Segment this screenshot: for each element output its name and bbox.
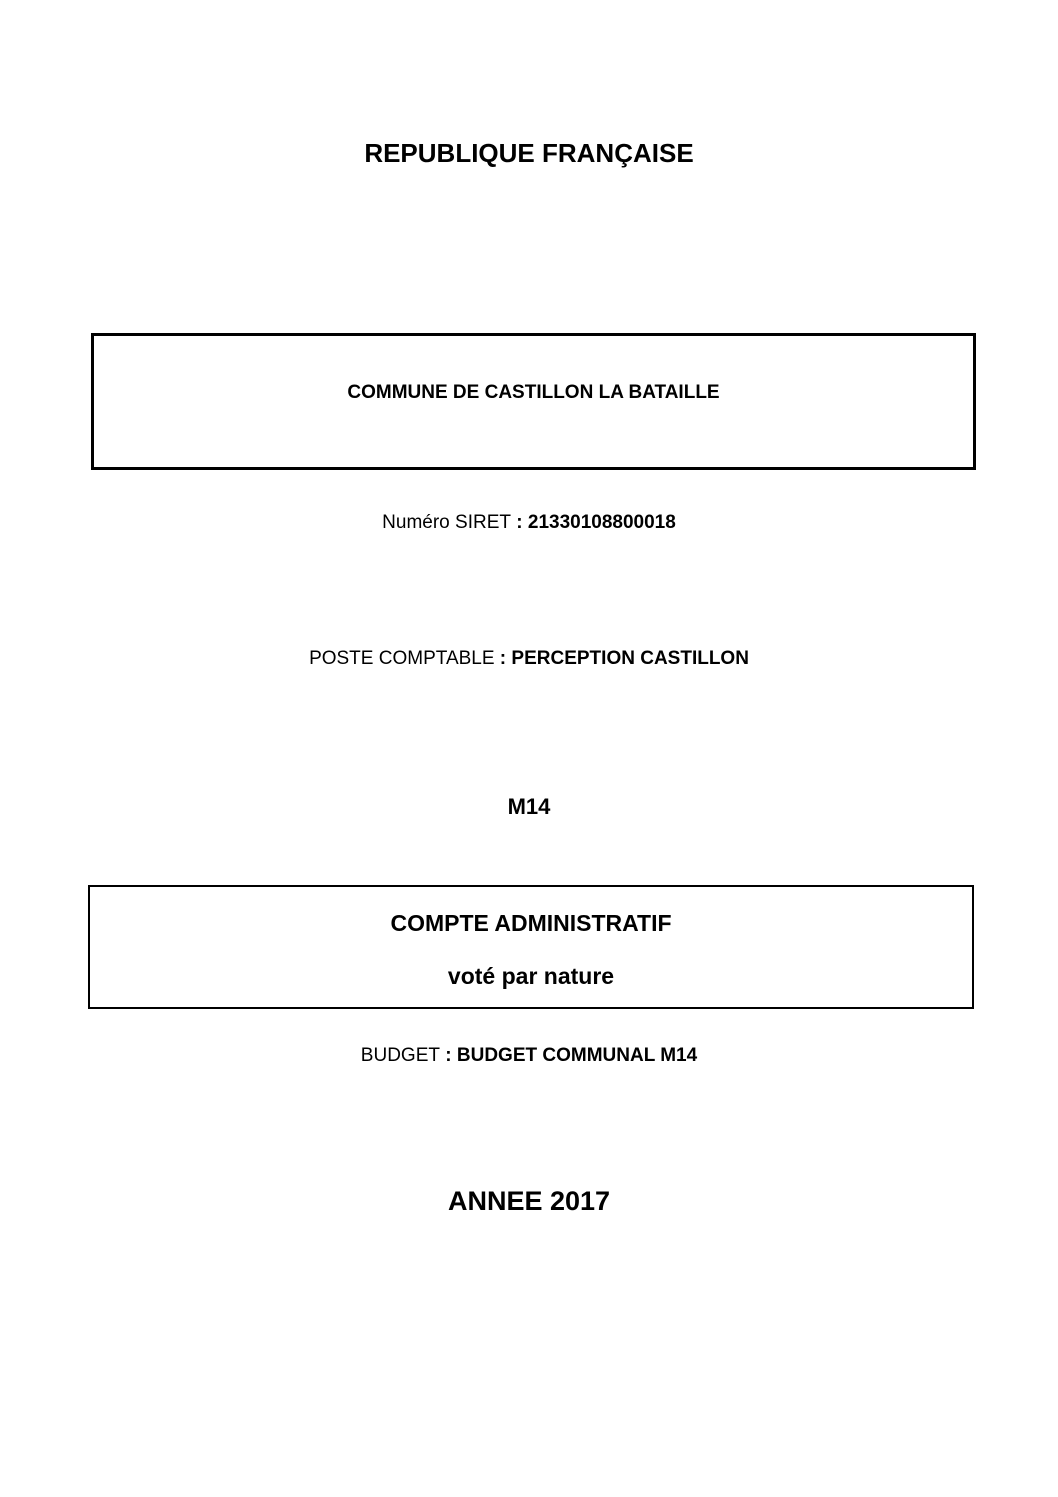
- siret-separator: :: [510, 512, 528, 533]
- compte-subtitle: voté par nature: [447, 963, 615, 989]
- poste-separator: :: [494, 648, 512, 669]
- siret-value: 21330108800018: [527, 512, 676, 533]
- poste-label: POSTE COMPTABLE: [309, 648, 495, 669]
- budget-label: BUDGET: [360, 1045, 440, 1066]
- siret-label: Numéro SIRET: [382, 512, 511, 533]
- budget-line: [0, 1045, 1058, 1067]
- page-title: REPUBLIQUE FRANÇAISE: [364, 138, 694, 168]
- poste-comptable-line: [0, 648, 1058, 670]
- budget-value: BUDGET COMMUNAL M14: [456, 1045, 698, 1066]
- poste-value: PERCEPTION CASTILLON: [511, 648, 749, 669]
- commune-name: COMMUNE DE CASTILLON LA BATAILLE: [347, 382, 720, 403]
- siret-line: [0, 512, 1058, 534]
- compte-title: COMPTE ADMINISTRATIF: [390, 910, 672, 936]
- commune-box: [91, 333, 976, 470]
- budget-separator: :: [439, 1045, 457, 1066]
- nomenclature-label: M14: [507, 794, 551, 819]
- compte-box: [88, 885, 974, 1009]
- year-label: ANNEE 2017: [447, 1186, 611, 1216]
